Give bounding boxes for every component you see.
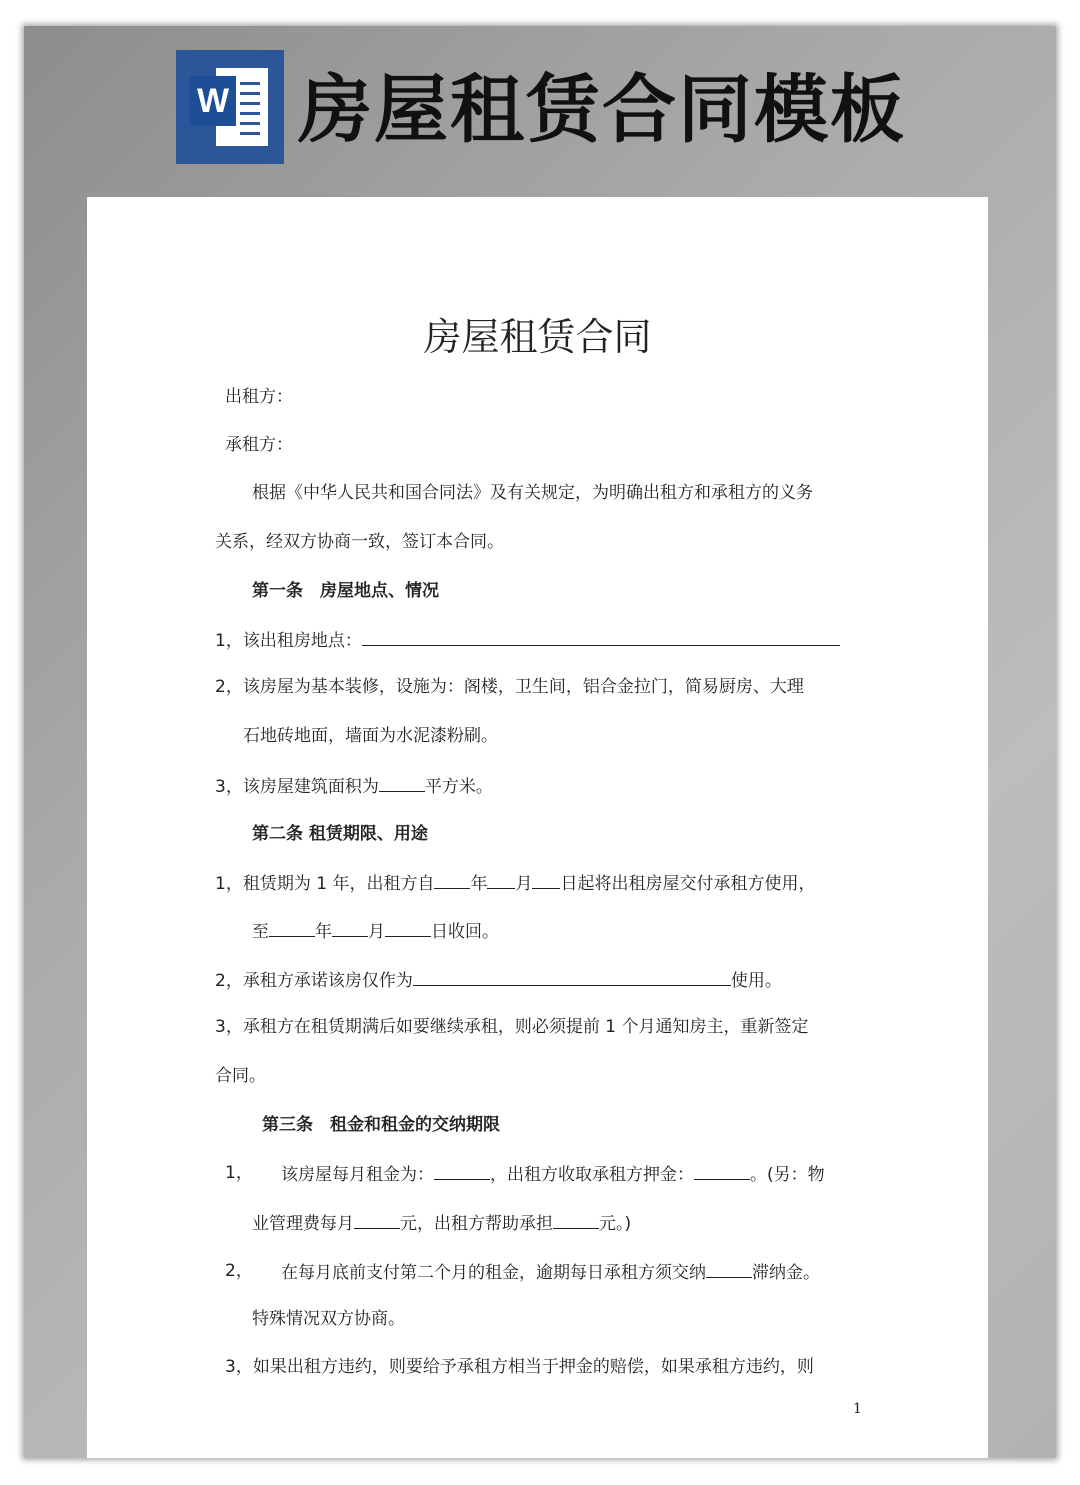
article-2-item-1-line-2 bbox=[252, 918, 499, 944]
document-page bbox=[87, 197, 988, 1458]
help-blank bbox=[553, 1210, 599, 1229]
item-text: 月 bbox=[368, 922, 385, 942]
article-2-item-2 bbox=[215, 967, 782, 993]
item-text: ，出租方收取承租方押金： bbox=[490, 1165, 694, 1185]
article-3-item-2-number: 2， bbox=[225, 1261, 253, 1281]
day-blank bbox=[385, 918, 431, 937]
document-title: 房屋租赁合同 bbox=[423, 315, 652, 359]
article-2-item-3-line-1: 3，承租方在租赁期满后如要继续承租，则必须提前 1 个月通知房主，重新签定 bbox=[215, 1017, 809, 1037]
deposit-blank bbox=[694, 1161, 750, 1180]
article-3-item-2-line-1 bbox=[281, 1259, 820, 1285]
item-text: 业管理费每月 bbox=[252, 1214, 354, 1234]
item-text: 3，该房屋建筑面积为 bbox=[215, 777, 379, 797]
item-text: 日起将出租房屋交付承租方使用， bbox=[560, 874, 816, 894]
article-1-heading: 第一条 房屋地点、情况 bbox=[252, 581, 439, 601]
item-text: 年 bbox=[315, 922, 332, 942]
item-text: 。(另：物 bbox=[750, 1165, 825, 1185]
month-blank bbox=[332, 918, 368, 937]
item-text: 滞纳金。 bbox=[752, 1263, 820, 1283]
article-2-item-3-line-2: 合同。 bbox=[215, 1066, 266, 1086]
item-text: 日收回。 bbox=[431, 922, 499, 942]
month-blank bbox=[487, 870, 515, 889]
article-3-item-1-number: 1， bbox=[225, 1163, 253, 1183]
item-text: 2，承租方承诺该房仅作为 bbox=[215, 971, 413, 991]
item-text: 在每月底前支付第二个月的租金，逾期每日承租方须交纳 bbox=[281, 1263, 706, 1283]
article-1-item-2-line-2: 石地砖地面，墙面为水泥漆粉刷。 bbox=[243, 726, 498, 746]
article-3-heading: 第三条 租金和租金的交纳期限 bbox=[262, 1115, 500, 1135]
article-3-item-3: 3，如果出租方违约，则要给予承租方相当于押金的赔偿，如果承租方违约，则 bbox=[225, 1357, 814, 1377]
banner-title: 房屋租赁合同模板 bbox=[298, 67, 906, 153]
intro-line-1: 根据《中华人民共和国合同法》及有关规定，为明确出租方和承租方的义务 bbox=[252, 483, 813, 503]
lessee-label: 承租方： bbox=[225, 435, 293, 455]
fee-blank bbox=[354, 1210, 400, 1229]
item-text: 使用。 bbox=[730, 971, 782, 991]
late-fee-blank bbox=[706, 1259, 752, 1278]
article-3-item-1-line-1 bbox=[281, 1161, 825, 1187]
lessor-label: 出租方： bbox=[225, 387, 293, 407]
area-blank bbox=[379, 773, 425, 792]
item-text: 元，出租方帮助承担 bbox=[400, 1214, 553, 1234]
article-2-item-1-line-1 bbox=[215, 870, 815, 896]
item-text: 元。) bbox=[599, 1214, 632, 1234]
year-blank bbox=[269, 918, 315, 937]
article-1-item-3 bbox=[215, 773, 493, 799]
item-text: 1，该出租房地点： bbox=[215, 631, 362, 651]
article-1-item-1 bbox=[215, 627, 840, 653]
purpose-blank bbox=[413, 967, 731, 986]
year-blank bbox=[434, 870, 470, 889]
word-app-icon bbox=[176, 50, 284, 164]
day-blank bbox=[532, 870, 560, 889]
item-text: 平方米。 bbox=[424, 777, 493, 797]
word-letter: W bbox=[190, 76, 236, 126]
page-number: 1 bbox=[853, 1401, 862, 1417]
intro-line-2: 关系，经双方协商一致，签订本合同。 bbox=[215, 532, 504, 552]
item-text: 至 bbox=[252, 922, 269, 942]
item-text: 年 bbox=[470, 874, 488, 894]
article-2-heading: 第二条 租赁期限、用途 bbox=[252, 824, 428, 844]
item-text: 月 bbox=[515, 874, 533, 894]
rent-blank bbox=[434, 1161, 490, 1180]
address-blank bbox=[362, 627, 840, 646]
article-1-item-2-line-1: 2，该房屋为基本装修，设施为：阁楼，卫生间，铝合金拉门，简易厨房、大理 bbox=[215, 677, 804, 697]
article-3-item-1-line-2 bbox=[252, 1210, 631, 1236]
item-text: 1，租赁期为 1 年，出租方自 bbox=[215, 874, 435, 894]
article-3-item-2-line-2: 特殊情况双方协商。 bbox=[252, 1309, 405, 1329]
item-text: 该房屋每月租金为： bbox=[281, 1165, 434, 1185]
